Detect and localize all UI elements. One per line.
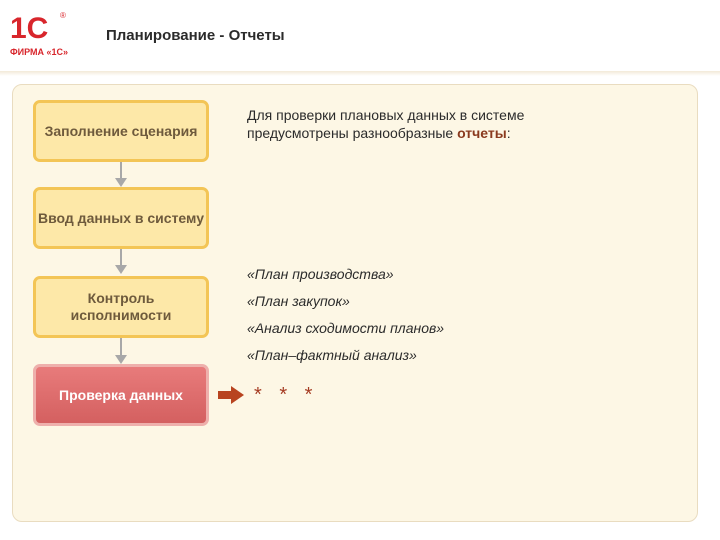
step-fill-scenario: Заполнение сценария xyxy=(33,100,209,162)
report-item: «План производства» xyxy=(247,266,394,282)
header-divider xyxy=(0,71,720,76)
logo-registered-mark: ® xyxy=(60,11,66,20)
logo-caption: ФИРМА «1С» xyxy=(10,47,69,57)
step-data-entry-label: Ввод данных в систему xyxy=(38,209,204,226)
report-item: «Анализ сходимости планов» xyxy=(247,320,445,336)
more-marker: * * * xyxy=(254,384,319,406)
report-item: «План–фактный анализ» xyxy=(247,347,417,363)
step-feasibility-control: Контроль исполнимости xyxy=(33,276,209,338)
step-data-check: Проверка данных xyxy=(33,364,209,426)
intro-text-body: Для проверки плановых данных в системе предусмотрены разнообразные xyxy=(247,107,525,141)
step-data-entry xyxy=(33,187,209,249)
flow-connector xyxy=(120,338,122,356)
arrow-right-icon xyxy=(218,386,244,404)
flow-connector xyxy=(120,162,122,179)
intro-highlight: отчеты xyxy=(457,125,507,141)
arrow-down-icon xyxy=(115,265,127,274)
company-logo xyxy=(8,8,80,60)
report-item: «План закупок» xyxy=(247,293,350,309)
logo-text: 1С xyxy=(10,12,49,45)
intro-text-end: : xyxy=(506,125,511,141)
flow-connector xyxy=(120,249,122,266)
page-title: Планирование - Отчеты xyxy=(106,27,285,44)
header xyxy=(0,0,720,70)
arrow-down-icon xyxy=(115,178,127,187)
arrow-down-icon xyxy=(115,355,127,364)
intro-text xyxy=(247,106,537,142)
